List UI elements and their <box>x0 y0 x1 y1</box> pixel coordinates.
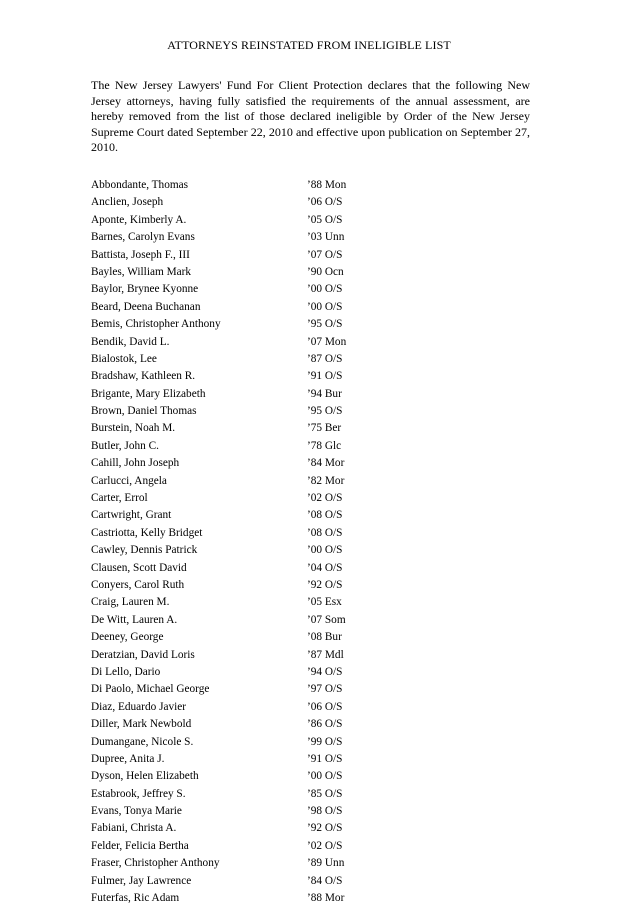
attorney-name: Butler, John C. <box>91 439 159 452</box>
admission-county-code: ’98 O/S <box>307 805 343 818</box>
admission-county-code: ’75 Ber <box>307 422 342 435</box>
list-item <box>91 890 451 907</box>
list-item <box>91 281 451 298</box>
admission-county-code: ’91 O/S <box>307 370 343 383</box>
list-item <box>91 438 451 455</box>
admission-county-code: ’87 O/S <box>307 352 343 365</box>
list-item <box>91 716 451 733</box>
list-item <box>91 873 451 890</box>
attorney-name: Fraser, Christopher Anthony <box>91 857 220 870</box>
admission-county-code: ’08 Bur <box>307 631 342 644</box>
admission-county-code: ’97 O/S <box>307 683 343 696</box>
list-item <box>91 525 451 542</box>
list-item <box>91 560 451 577</box>
attorney-name: De Witt, Lauren A. <box>91 613 178 626</box>
admission-county-code: ’03 Unn <box>307 231 345 244</box>
attorney-name: Estabrook, Jeffrey S. <box>91 787 186 800</box>
attorney-name: Baylor, Brynee Kyonne <box>91 283 199 296</box>
list-item <box>91 247 451 264</box>
list-item <box>91 194 451 211</box>
list-item <box>91 368 451 385</box>
attorney-name: Conyers, Carol Ruth <box>91 578 185 591</box>
list-item <box>91 386 451 403</box>
attorney-name: Cawley, Dennis Patrick <box>91 544 198 557</box>
list-item <box>91 699 451 716</box>
attorney-list <box>91 177 451 907</box>
list-item <box>91 229 451 246</box>
attorney-name: Bialostok, Lee <box>91 352 157 365</box>
list-item <box>91 664 451 681</box>
attorney-name: Brigante, Mary Elizabeth <box>91 387 206 400</box>
list-item <box>91 212 451 229</box>
admission-county-code: ’94 Bur <box>307 387 342 400</box>
attorney-name: Burstein, Noah M. <box>91 422 176 435</box>
admission-county-code: ’90 Ocn <box>307 265 344 278</box>
list-item <box>91 681 451 698</box>
list-item <box>91 647 451 664</box>
admission-county-code: ’85 O/S <box>307 787 343 800</box>
admission-county-code: ’88 Mon <box>307 179 347 191</box>
attorney-name: Deeney, George <box>91 631 164 644</box>
admission-county-code: ’78 Glc <box>307 439 342 452</box>
attorney-name: Cartwright, Grant <box>91 509 172 522</box>
list-item <box>91 734 451 751</box>
list-item <box>91 855 451 872</box>
admission-county-code: ’06 O/S <box>307 196 343 209</box>
attorney-name: Cahill, John Joseph <box>91 457 180 470</box>
list-item <box>91 316 451 333</box>
attorney-name: Fabiani, Christa A. <box>91 822 177 835</box>
attorney-name: Bayles, William Mark <box>91 265 192 278</box>
admission-county-code: ’08 O/S <box>307 526 343 539</box>
admission-county-code: ’82 Mor <box>307 474 345 487</box>
list-item <box>91 334 451 351</box>
list-item <box>91 351 451 368</box>
admission-county-code: ’00 O/S <box>307 770 343 783</box>
attorney-name: Felder, Felicia Bertha <box>91 839 189 852</box>
list-item <box>91 420 451 437</box>
attorney-name: Futerfas, Ric Adam <box>91 892 180 905</box>
admission-county-code: ’89 Unn <box>307 857 345 870</box>
list-item <box>91 594 451 611</box>
attorney-name: Carter, Errol <box>91 492 148 505</box>
attorney-name: Dupree, Anita J. <box>91 752 165 765</box>
list-item <box>91 629 451 646</box>
admission-county-code: ’87 Mdl <box>307 648 344 661</box>
list-item <box>91 490 451 507</box>
attorney-name: Evans, Tonya Marie <box>91 805 182 818</box>
attorney-name: Fulmer, Jay Lawrence <box>91 874 192 887</box>
list-item <box>91 577 451 594</box>
intro-paragraph: The New Jersey Lawyers' Fund For Client Protection declares that the following New Jersey attorneys, having fully satisfied the requirements of the annual assessment, are hereby removed from the list of those declared ineligible by Order of the New Jersey Supreme Court dated September 22, 2010 and effective upon publication on September 27, 2010. <box>91 78 530 154</box>
list-item <box>91 751 451 768</box>
admission-county-code: ’07 Mon <box>307 335 347 348</box>
list-item <box>91 403 451 420</box>
admission-county-code: ’05 O/S <box>307 213 343 226</box>
list-item <box>91 264 451 281</box>
attorney-name: Diller, Mark Newbold <box>91 718 192 731</box>
attorney-name: Di Lello, Dario <box>91 665 161 678</box>
admission-county-code: ’84 O/S <box>307 874 343 887</box>
list-item <box>91 455 451 472</box>
list-item <box>91 177 451 194</box>
admission-county-code: ’00 O/S <box>307 283 343 296</box>
list-item <box>91 768 451 785</box>
admission-county-code: ’02 O/S <box>307 839 343 852</box>
list-item <box>91 542 451 559</box>
attorney-name: Carlucci, Angela <box>91 474 167 487</box>
attorney-name: Deratzian, David Loris <box>91 648 195 661</box>
attorney-name: Dumangane, Nicole S. <box>91 735 194 748</box>
admission-county-code: ’99 O/S <box>307 735 343 748</box>
attorney-name: Craig, Lauren M. <box>91 596 170 609</box>
list-item <box>91 507 451 524</box>
list-item <box>91 299 451 316</box>
admission-county-code: ’95 O/S <box>307 318 343 331</box>
admission-county-code: ’00 O/S <box>307 544 343 557</box>
admission-county-code: ’92 O/S <box>307 822 343 835</box>
list-item <box>91 612 451 629</box>
attorney-name: Beard, Deena Buchanan <box>91 300 201 313</box>
admission-county-code: ’95 O/S <box>307 405 343 418</box>
list-item <box>91 838 451 855</box>
list-item <box>91 473 451 490</box>
attorney-name: Bradshaw, Kathleen R. <box>91 370 196 383</box>
admission-county-code: ’92 O/S <box>307 578 343 591</box>
admission-county-code: ’94 O/S <box>307 665 343 678</box>
attorney-name: Dyson, Helen Elizabeth <box>91 770 199 783</box>
attorney-name: Abbondante, Thomas <box>91 179 189 191</box>
admission-county-code: ’04 O/S <box>307 561 343 574</box>
admission-county-code: ’05 Esx <box>307 596 342 609</box>
attorney-name: Battista, Joseph F., III <box>91 248 190 261</box>
list-item <box>91 786 451 803</box>
page-title: ATTORNEYS REINSTATED FROM INELIGIBLE LIST <box>167 38 451 52</box>
admission-county-code: ’86 O/S <box>307 718 343 731</box>
list-item <box>91 803 451 820</box>
admission-county-code: ’84 Mor <box>307 457 345 470</box>
admission-county-code: ’08 O/S <box>307 509 343 522</box>
attorney-name: Bendik, David L. <box>91 335 170 348</box>
admission-county-code: ’06 O/S <box>307 700 343 713</box>
admission-county-code: ’91 O/S <box>307 752 343 765</box>
admission-county-code: ’02 O/S <box>307 492 343 505</box>
attorney-name: Bemis, Christopher Anthony <box>91 318 221 331</box>
admission-county-code: ’07 O/S <box>307 248 343 261</box>
attorney-name: Barnes, Carolyn Evans <box>91 231 195 244</box>
admission-county-code: ’07 Som <box>307 613 346 626</box>
list-item <box>91 820 451 837</box>
attorney-name: Di Paolo, Michael George <box>91 683 210 696</box>
attorney-name: Diaz, Eduardo Javier <box>91 700 187 713</box>
attorney-name: Clausen, Scott David <box>91 561 187 574</box>
attorney-name: Brown, Daniel Thomas <box>91 405 197 418</box>
attorney-name: Castriotta, Kelly Bridget <box>91 526 203 539</box>
attorney-name: Aponte, Kimberly A. <box>91 213 187 226</box>
admission-county-code: ’00 O/S <box>307 300 343 313</box>
admission-county-code: ’88 Mor <box>307 892 345 905</box>
attorney-name: Anclien, Joseph <box>91 196 164 209</box>
